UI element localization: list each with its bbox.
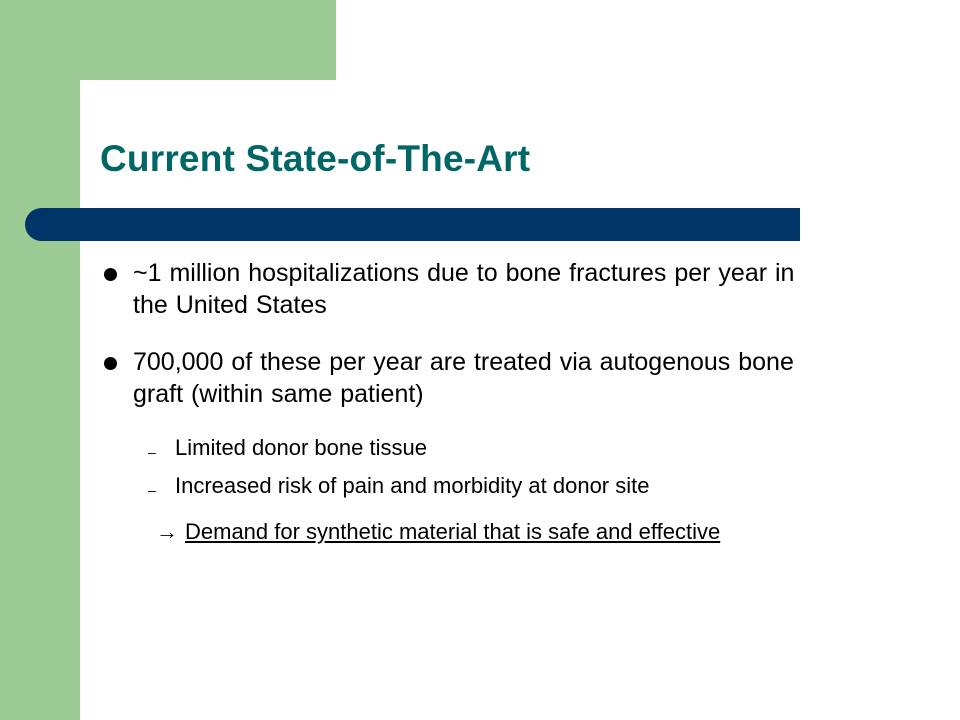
title-underline-bar (25, 208, 800, 241)
left-accent-band (0, 0, 80, 720)
sub-bullet-limited-donor: Limited donor bone tissue (175, 435, 427, 460)
conclusion-text: Demand for synthetic material that is safe and effective (185, 519, 721, 544)
bullet-text-autogenous-graft: 700,000 of these per year are treated via autogenous bone graft (within same patient) (133, 348, 794, 408)
right-arrow-icon: → (156, 519, 178, 544)
bullet-text-hospitalizations: ~1 million hospitalizations due to bone fractures per year in the United States (133, 259, 795, 319)
sub-bullet-dash: – (148, 444, 156, 460)
sub-bullet-increased-risk: Increased risk of pain and morbidity at donor site (175, 473, 650, 498)
top-accent-band (0, 0, 336, 80)
bullet-dot (104, 357, 117, 370)
sub-bullet-dash: – (148, 482, 156, 498)
slide-title: Current State-of-The-Art (100, 138, 531, 179)
bullet-dot (104, 268, 117, 281)
